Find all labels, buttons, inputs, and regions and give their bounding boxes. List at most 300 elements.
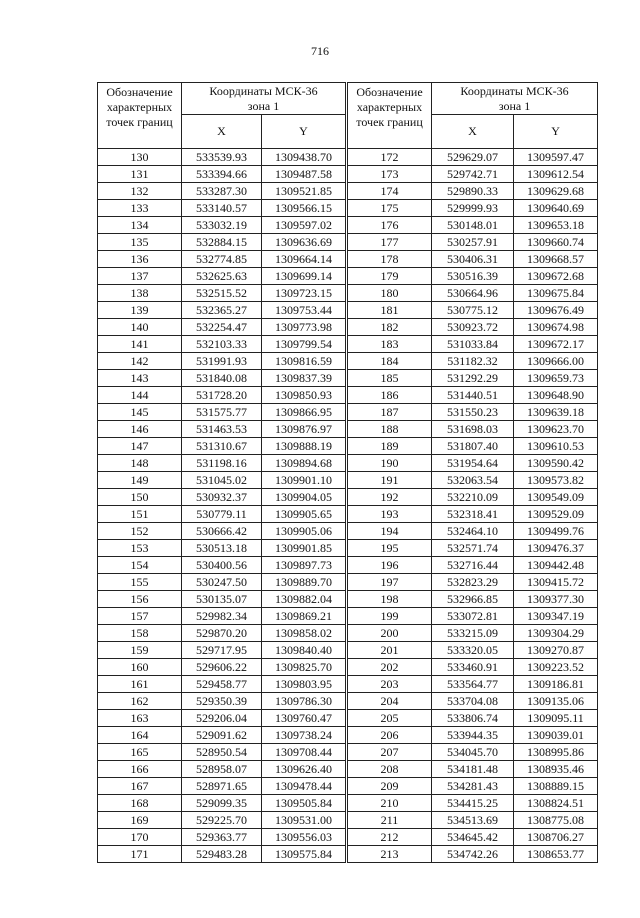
point-number-cell: 169 — [98, 812, 182, 829]
point-number-cell: 151 — [98, 506, 182, 523]
point-number-cell: 171 — [98, 846, 182, 863]
table-row — [98, 472, 598, 489]
point-number-cell: 165 — [98, 744, 182, 761]
x-coordinate-cell: 531807.40 — [432, 438, 514, 455]
x-coordinate-cell: 529458.77 — [182, 676, 262, 693]
table-row — [98, 659, 598, 676]
x-coordinate-cell: 532210.09 — [432, 489, 514, 506]
point-number-cell: 194 — [348, 523, 432, 540]
coordinates-table — [97, 82, 598, 863]
y-coordinate-cell: 1309377.30 — [514, 591, 598, 608]
y-coordinate-cell: 1309866.95 — [262, 404, 346, 421]
point-number-cell: 130 — [98, 149, 182, 166]
point-number-cell: 197 — [348, 574, 432, 591]
point-number-cell: 187 — [348, 404, 432, 421]
table-row — [98, 438, 598, 455]
y-coordinate-cell: 1309676.49 — [514, 302, 598, 319]
y-coordinate-cell: 1309858.02 — [262, 625, 346, 642]
x-coordinate-cell: 530932.37 — [182, 489, 262, 506]
y-coordinate-cell: 1309304.29 — [514, 625, 598, 642]
y-coordinate-cell: 1309186.81 — [514, 676, 598, 693]
point-number-cell: 140 — [98, 319, 182, 336]
x-coordinate-cell: 530779.11 — [182, 506, 262, 523]
table-row — [98, 574, 598, 591]
coord-system-title: Координаты МСК-36 — [460, 83, 569, 98]
table-row — [98, 455, 598, 472]
y-coordinate-cell: 1309660.74 — [514, 234, 598, 251]
y-coordinate-cell: 1309039.01 — [514, 727, 598, 744]
x-coordinate-cell: 529870.20 — [182, 625, 262, 642]
x-coordinate-cell: 532515.52 — [182, 285, 262, 302]
y-coordinate-cell: 1309674.98 — [514, 319, 598, 336]
point-number-cell: 144 — [98, 387, 182, 404]
x-coordinate-cell: 533215.09 — [432, 625, 514, 642]
x-coordinate-cell: 531463.53 — [182, 421, 262, 438]
table-row — [98, 319, 598, 336]
y-coordinate-cell: 1309499.76 — [514, 523, 598, 540]
table-row — [98, 336, 598, 353]
point-number-cell: 200 — [348, 625, 432, 642]
x-coordinate-cell: 530400.56 — [182, 557, 262, 574]
y-coordinate-cell: 1309438.70 — [262, 149, 346, 166]
y-coordinate-cell: 1309825.70 — [262, 659, 346, 676]
y-coordinate-cell: 1309803.95 — [262, 676, 346, 693]
point-label-header-right: Обозначение характерных точек границ — [348, 83, 432, 149]
table-row — [98, 217, 598, 234]
y-coordinate-cell: 1309505.84 — [262, 795, 346, 812]
point-number-cell: 135 — [98, 234, 182, 251]
y-coordinate-cell: 1309135.06 — [514, 693, 598, 710]
point-number-cell: 182 — [348, 319, 432, 336]
x-coordinate-cell: 533944.35 — [432, 727, 514, 744]
y-coordinate-cell: 1309629.68 — [514, 183, 598, 200]
x-coordinate-cell: 528958.07 — [182, 761, 262, 778]
y-coordinate-cell: 1308889.15 — [514, 778, 598, 795]
point-number-cell: 195 — [348, 540, 432, 557]
y-coordinate-cell: 1309666.00 — [514, 353, 598, 370]
y-coordinate-cell: 1309626.40 — [262, 761, 346, 778]
table-row — [98, 166, 598, 183]
x-coordinate-cell: 529225.70 — [182, 812, 262, 829]
x-coordinate-cell: 530257.91 — [432, 234, 514, 251]
x-coordinate-cell: 529629.07 — [432, 149, 514, 166]
y-coordinate-cell: 1309573.82 — [514, 472, 598, 489]
point-number-cell: 142 — [98, 353, 182, 370]
page-number: 716 — [311, 44, 329, 58]
zone-label: зона 1 — [247, 98, 280, 113]
table-row — [98, 676, 598, 693]
table-row — [98, 200, 598, 217]
point-number-cell: 177 — [348, 234, 432, 251]
y-coordinate-cell: 1309636.69 — [262, 234, 346, 251]
y-coordinate-cell: 1309639.18 — [514, 404, 598, 421]
x-coordinate-cell: 529363.77 — [182, 829, 262, 846]
point-number-cell: 178 — [348, 251, 432, 268]
x-coordinate-cell: 531575.77 — [182, 404, 262, 421]
point-number-cell: 166 — [98, 761, 182, 778]
table-row — [98, 744, 598, 761]
table-row — [98, 812, 598, 829]
x-coordinate-cell: 529206.04 — [182, 710, 262, 727]
y-coordinate-cell: 1309597.47 — [514, 149, 598, 166]
y-coordinate-cell: 1309640.69 — [514, 200, 598, 217]
point-number-cell: 213 — [348, 846, 432, 863]
x-coordinate-cell: 529091.62 — [182, 727, 262, 744]
point-number-cell: 196 — [348, 557, 432, 574]
y-coordinate-cell: 1308706.27 — [514, 829, 598, 846]
table-row — [98, 183, 598, 200]
y-coordinate-cell: 1309659.73 — [514, 370, 598, 387]
y-coordinate-cell: 1309888.19 — [262, 438, 346, 455]
y-coordinate-cell: 1309753.44 — [262, 302, 346, 319]
x-coordinate-cell: 531440.51 — [432, 387, 514, 404]
table-row — [98, 557, 598, 574]
table-row — [98, 421, 598, 438]
x-coordinate-cell: 533072.81 — [432, 608, 514, 625]
point-number-cell: 141 — [98, 336, 182, 353]
y-coordinate-cell: 1309529.09 — [514, 506, 598, 523]
coord-system-header-right — [432, 83, 598, 115]
point-number-cell: 143 — [98, 370, 182, 387]
point-number-cell: 206 — [348, 727, 432, 744]
x-coordinate-cell: 534045.70 — [432, 744, 514, 761]
x-coordinate-cell: 530775.12 — [432, 302, 514, 319]
x-coordinate-cell: 532716.44 — [432, 557, 514, 574]
table-row — [98, 251, 598, 268]
x-coordinate-cell: 531954.64 — [432, 455, 514, 472]
x-coordinate-cell: 532774.85 — [182, 251, 262, 268]
y-coordinate-cell: 1308995.86 — [514, 744, 598, 761]
x-coordinate-cell: 532063.54 — [432, 472, 514, 489]
point-number-cell: 174 — [348, 183, 432, 200]
x-header-right: X — [432, 115, 514, 149]
point-number-cell: 136 — [98, 251, 182, 268]
table-row — [98, 506, 598, 523]
x-coordinate-cell: 532823.29 — [432, 574, 514, 591]
y-coordinate-cell: 1309415.72 — [514, 574, 598, 591]
point-number-cell: 211 — [348, 812, 432, 829]
y-coordinate-cell: 1309894.68 — [262, 455, 346, 472]
x-coordinate-cell: 531292.29 — [432, 370, 514, 387]
x-coordinate-cell: 533287.30 — [182, 183, 262, 200]
y-coordinate-cell: 1309723.15 — [262, 285, 346, 302]
point-number-cell: 205 — [348, 710, 432, 727]
table-row — [98, 370, 598, 387]
point-number-cell: 161 — [98, 676, 182, 693]
table-row — [98, 642, 598, 659]
x-coordinate-cell: 529890.33 — [432, 183, 514, 200]
y-coordinate-cell: 1309590.42 — [514, 455, 598, 472]
y-coordinate-cell: 1308653.77 — [514, 846, 598, 863]
y-coordinate-cell: 1309773.98 — [262, 319, 346, 336]
point-number-cell: 190 — [348, 455, 432, 472]
y-coordinate-cell: 1309476.37 — [514, 540, 598, 557]
x-header-left: X — [182, 115, 262, 149]
y-coordinate-cell: 1309653.18 — [514, 217, 598, 234]
point-number-cell: 188 — [348, 421, 432, 438]
y-coordinate-cell: 1309597.02 — [262, 217, 346, 234]
point-number-cell: 180 — [348, 285, 432, 302]
x-coordinate-cell: 534181.48 — [432, 761, 514, 778]
point-number-cell: 202 — [348, 659, 432, 676]
point-number-cell: 186 — [348, 387, 432, 404]
y-coordinate-cell: 1309760.47 — [262, 710, 346, 727]
point-number-cell: 137 — [98, 268, 182, 285]
x-coordinate-cell: 533320.05 — [432, 642, 514, 659]
point-number-cell: 154 — [98, 557, 182, 574]
y-coordinate-cell: 1309612.54 — [514, 166, 598, 183]
table-row — [98, 489, 598, 506]
point-number-cell: 138 — [98, 285, 182, 302]
point-number-cell: 146 — [98, 421, 182, 438]
x-coordinate-cell: 529742.71 — [432, 166, 514, 183]
point-number-cell: 168 — [98, 795, 182, 812]
y-coordinate-cell: 1309672.68 — [514, 268, 598, 285]
point-number-cell: 184 — [348, 353, 432, 370]
table-row — [98, 523, 598, 540]
x-coordinate-cell: 532254.47 — [182, 319, 262, 336]
x-coordinate-cell: 530135.07 — [182, 591, 262, 608]
point-number-cell: 199 — [348, 608, 432, 625]
point-number-cell: 204 — [348, 693, 432, 710]
table-row — [98, 710, 598, 727]
x-coordinate-cell: 529999.93 — [432, 200, 514, 217]
y-coordinate-cell: 1309850.93 — [262, 387, 346, 404]
point-number-cell: 170 — [98, 829, 182, 846]
table-row — [98, 625, 598, 642]
y-coordinate-cell: 1309897.73 — [262, 557, 346, 574]
point-number-cell: 148 — [98, 455, 182, 472]
point-number-cell: 209 — [348, 778, 432, 795]
table-row — [98, 795, 598, 812]
table-row — [98, 778, 598, 795]
table-row — [98, 608, 598, 625]
point-number-cell: 183 — [348, 336, 432, 353]
point-number-cell: 153 — [98, 540, 182, 557]
x-coordinate-cell: 530664.96 — [432, 285, 514, 302]
x-coordinate-cell: 532464.10 — [432, 523, 514, 540]
x-coordinate-cell: 534742.26 — [432, 846, 514, 863]
y-coordinate-cell: 1309623.70 — [514, 421, 598, 438]
point-number-cell: 157 — [98, 608, 182, 625]
y-coordinate-cell: 1309270.87 — [514, 642, 598, 659]
point-number-cell: 210 — [348, 795, 432, 812]
table-row — [98, 761, 598, 778]
y-header-left: Y — [262, 115, 346, 149]
y-coordinate-cell: 1309708.44 — [262, 744, 346, 761]
table-row — [98, 727, 598, 744]
x-coordinate-cell: 531182.32 — [432, 353, 514, 370]
y-coordinate-cell: 1308935.46 — [514, 761, 598, 778]
point-number-cell: 181 — [348, 302, 432, 319]
table-row — [98, 302, 598, 319]
coordinates-body — [98, 149, 598, 863]
y-coordinate-cell: 1309675.84 — [514, 285, 598, 302]
y-coordinate-cell: 1309531.00 — [262, 812, 346, 829]
table-row — [98, 693, 598, 710]
x-coordinate-cell: 530406.31 — [432, 251, 514, 268]
x-coordinate-cell: 531198.16 — [182, 455, 262, 472]
x-coordinate-cell: 530516.39 — [432, 268, 514, 285]
point-number-cell: 147 — [98, 438, 182, 455]
x-coordinate-cell: 533460.91 — [432, 659, 514, 676]
x-coordinate-cell: 532966.85 — [432, 591, 514, 608]
x-coordinate-cell: 529350.39 — [182, 693, 262, 710]
y-coordinate-cell: 1309837.39 — [262, 370, 346, 387]
y-coordinate-cell: 1309664.14 — [262, 251, 346, 268]
y-coordinate-cell: 1309799.54 — [262, 336, 346, 353]
coord-system-header-left — [182, 83, 346, 115]
y-coordinate-cell: 1309575.84 — [262, 846, 346, 863]
y-coordinate-cell: 1309223.52 — [514, 659, 598, 676]
y-coordinate-cell: 1309648.90 — [514, 387, 598, 404]
y-coordinate-cell: 1309901.10 — [262, 472, 346, 489]
point-number-cell: 133 — [98, 200, 182, 217]
x-coordinate-cell: 532571.74 — [432, 540, 514, 557]
point-number-cell: 134 — [98, 217, 182, 234]
x-coordinate-cell: 531310.67 — [182, 438, 262, 455]
y-coordinate-cell: 1308824.51 — [514, 795, 598, 812]
point-number-cell: 150 — [98, 489, 182, 506]
y-coordinate-cell: 1309816.59 — [262, 353, 346, 370]
table-row — [98, 829, 598, 846]
y-coordinate-cell: 1309095.11 — [514, 710, 598, 727]
point-number-cell: 185 — [348, 370, 432, 387]
x-coordinate-cell: 532884.15 — [182, 234, 262, 251]
x-coordinate-cell: 531728.20 — [182, 387, 262, 404]
y-coordinate-cell: 1309905.65 — [262, 506, 346, 523]
y-coordinate-cell: 1309901.85 — [262, 540, 346, 557]
point-number-cell: 156 — [98, 591, 182, 608]
point-number-cell: 162 — [98, 693, 182, 710]
x-coordinate-cell: 534281.43 — [432, 778, 514, 795]
y-header-right: Y — [514, 115, 598, 149]
x-coordinate-cell: 532103.33 — [182, 336, 262, 353]
zone-label: зона 1 — [498, 98, 531, 113]
x-coordinate-cell: 533704.08 — [432, 693, 514, 710]
y-coordinate-cell: 1309487.58 — [262, 166, 346, 183]
x-coordinate-cell: 533806.74 — [432, 710, 514, 727]
table-row — [98, 404, 598, 421]
y-coordinate-cell: 1309347.19 — [514, 608, 598, 625]
x-coordinate-cell: 532365.27 — [182, 302, 262, 319]
y-coordinate-cell: 1309876.97 — [262, 421, 346, 438]
x-coordinate-cell: 529982.34 — [182, 608, 262, 625]
table-row — [98, 268, 598, 285]
table-row — [98, 149, 598, 166]
x-coordinate-cell: 529606.22 — [182, 659, 262, 676]
x-coordinate-cell: 531045.02 — [182, 472, 262, 489]
point-number-cell: 192 — [348, 489, 432, 506]
y-coordinate-cell: 1309610.53 — [514, 438, 598, 455]
point-number-cell: 203 — [348, 676, 432, 693]
point-number-cell: 167 — [98, 778, 182, 795]
x-coordinate-cell: 528971.65 — [182, 778, 262, 795]
point-number-cell: 163 — [98, 710, 182, 727]
point-number-cell: 164 — [98, 727, 182, 744]
point-number-cell: 152 — [98, 523, 182, 540]
y-coordinate-cell: 1309869.21 — [262, 608, 346, 625]
table-row — [98, 540, 598, 557]
y-coordinate-cell: 1309882.04 — [262, 591, 346, 608]
point-number-cell: 160 — [98, 659, 182, 676]
x-coordinate-cell: 529483.28 — [182, 846, 262, 863]
point-number-cell: 149 — [98, 472, 182, 489]
table-row — [98, 234, 598, 251]
point-number-cell: 175 — [348, 200, 432, 217]
x-coordinate-cell: 531698.03 — [432, 421, 514, 438]
x-coordinate-cell: 533032.19 — [182, 217, 262, 234]
x-coordinate-cell: 530513.18 — [182, 540, 262, 557]
point-number-cell: 159 — [98, 642, 182, 659]
point-number-cell: 179 — [348, 268, 432, 285]
y-coordinate-cell: 1309442.48 — [514, 557, 598, 574]
point-label-header-left: Обозначение характерных точек границ — [98, 83, 182, 149]
x-coordinate-cell: 534415.25 — [432, 795, 514, 812]
x-coordinate-cell: 531991.93 — [182, 353, 262, 370]
table-row — [98, 353, 598, 370]
x-coordinate-cell: 530148.01 — [432, 217, 514, 234]
point-number-cell: 145 — [98, 404, 182, 421]
x-coordinate-cell: 531840.08 — [182, 370, 262, 387]
table-row — [98, 846, 598, 863]
x-coordinate-cell: 530923.72 — [432, 319, 514, 336]
x-coordinate-cell: 530666.42 — [182, 523, 262, 540]
point-number-cell: 201 — [348, 642, 432, 659]
y-coordinate-cell: 1309699.14 — [262, 268, 346, 285]
y-coordinate-cell: 1309556.03 — [262, 829, 346, 846]
x-coordinate-cell: 532318.41 — [432, 506, 514, 523]
point-number-cell: 131 — [98, 166, 182, 183]
y-coordinate-cell: 1309672.17 — [514, 336, 598, 353]
x-coordinate-cell: 533564.77 — [432, 676, 514, 693]
point-number-cell: 132 — [98, 183, 182, 200]
y-coordinate-cell: 1309904.05 — [262, 489, 346, 506]
x-coordinate-cell: 534513.69 — [432, 812, 514, 829]
table-row — [98, 591, 598, 608]
point-number-cell: 212 — [348, 829, 432, 846]
y-coordinate-cell: 1309786.30 — [262, 693, 346, 710]
x-coordinate-cell: 533539.93 — [182, 149, 262, 166]
point-number-cell: 173 — [348, 166, 432, 183]
x-coordinate-cell: 530247.50 — [182, 574, 262, 591]
x-coordinate-cell: 531033.84 — [432, 336, 514, 353]
x-coordinate-cell: 533394.66 — [182, 166, 262, 183]
x-coordinate-cell: 533140.57 — [182, 200, 262, 217]
y-coordinate-cell: 1309905.06 — [262, 523, 346, 540]
coord-system-title: Координаты МСК-36 — [209, 83, 318, 98]
y-coordinate-cell: 1309478.44 — [262, 778, 346, 795]
point-number-cell: 191 — [348, 472, 432, 489]
table-row — [98, 285, 598, 302]
point-number-cell: 208 — [348, 761, 432, 778]
y-coordinate-cell: 1309566.15 — [262, 200, 346, 217]
x-coordinate-cell: 529099.35 — [182, 795, 262, 812]
y-coordinate-cell: 1309549.09 — [514, 489, 598, 506]
point-number-cell: 198 — [348, 591, 432, 608]
y-coordinate-cell: 1309738.24 — [262, 727, 346, 744]
point-number-cell: 158 — [98, 625, 182, 642]
point-number-cell: 176 — [348, 217, 432, 234]
x-coordinate-cell: 534645.42 — [432, 829, 514, 846]
point-number-cell: 139 — [98, 302, 182, 319]
y-coordinate-cell: 1309889.70 — [262, 574, 346, 591]
point-number-cell: 155 — [98, 574, 182, 591]
table-row — [98, 387, 598, 404]
x-coordinate-cell: 532625.63 — [182, 268, 262, 285]
y-coordinate-cell: 1308775.08 — [514, 812, 598, 829]
point-number-cell: 207 — [348, 744, 432, 761]
